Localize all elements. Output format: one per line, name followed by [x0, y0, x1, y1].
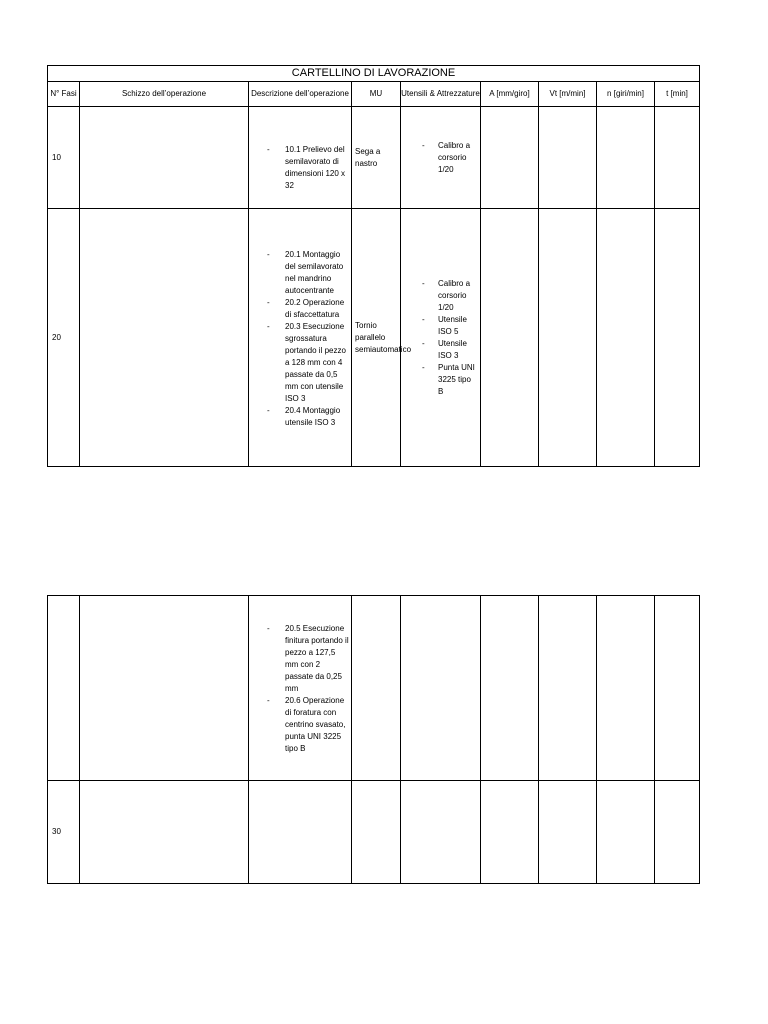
- a-cell: [481, 107, 539, 209]
- table-row: [48, 209, 700, 467]
- n-cell: [597, 596, 655, 781]
- table-row: [48, 596, 700, 781]
- fase-cell: 20: [48, 209, 80, 467]
- list-item: - 20.6 Operazione di foratura con centrino svasato, punta UNI 3225 tipo B: [249, 695, 351, 755]
- header-fasi: N° Fasi: [48, 82, 80, 107]
- list-item: - 20.1 Montaggio del semilavorato nel mandrino autocentrante: [249, 249, 351, 297]
- mu-cell: [352, 209, 412, 467]
- vt-cell: [539, 781, 597, 884]
- mu-cell: [352, 781, 401, 884]
- header-n: n [giri/min]: [597, 82, 655, 107]
- list-item: - 20.5 Esecuzione finitura portando il pezzo a 127,5 mm con 2 passate da 0,25 mm: [249, 623, 351, 695]
- fase-cell: 10: [48, 107, 80, 209]
- t-cell: [655, 107, 700, 209]
- list-item: - Calibro a corsorio 1/20: [401, 140, 480, 176]
- vt-cell: [539, 209, 597, 467]
- descrizione-cell: [249, 209, 352, 467]
- list-item: - 20.3 Esecuzione sgrossatura portando il pezzo a 128 mm con 4 passate da 0,5 mm con utensile ISO 3: [249, 321, 351, 405]
- a-cell: [481, 596, 539, 781]
- n-cell: [597, 209, 655, 467]
- list-item: - 10.1 Prelievo del semilavorato di dimensioni 120 x 32: [249, 144, 351, 192]
- vt-cell: [539, 596, 597, 781]
- vt-cell: [539, 107, 597, 209]
- descrizione-cell: [249, 781, 352, 884]
- mu-label: Sega a nastro: [355, 146, 381, 168]
- fase-cell: [48, 596, 80, 781]
- schizzo-cell: [80, 209, 249, 467]
- table-row: [48, 107, 700, 209]
- list-item: - Utensile ISO 3: [401, 338, 480, 362]
- header-vt: Vt [m/min]: [539, 82, 597, 107]
- a-cell: [481, 209, 539, 467]
- mu-label: Tornio parallelo semiautomatico: [355, 320, 412, 354]
- header-descrizione: Descrizione dell’operazione: [249, 82, 352, 107]
- header-schizzo: Schizzo dell’operazione: [80, 82, 249, 107]
- utensili-cell: [401, 596, 481, 781]
- utensili-cell: [401, 107, 481, 209]
- fase-cell: 30: [48, 781, 80, 884]
- work-card-table: [47, 65, 700, 467]
- list-item: - Utensile ISO 5: [401, 314, 480, 338]
- t-cell: [655, 781, 700, 884]
- n-cell: [597, 107, 655, 209]
- table-row: [48, 781, 700, 884]
- descrizione-cell: [249, 107, 352, 209]
- n-cell: [597, 781, 655, 884]
- utensili-cell: [401, 781, 481, 884]
- mu-cell: [352, 107, 401, 209]
- schizzo-cell: [80, 596, 249, 781]
- card-title: CARTELLINO DI LAVORAZIONE: [48, 66, 700, 82]
- utensili-cell: [401, 209, 481, 467]
- list-item: - 20.4 Montaggio utensile ISO 3: [249, 405, 351, 429]
- header-mu: MU: [352, 82, 401, 107]
- schizzo-cell: [80, 107, 249, 209]
- t-cell: [655, 596, 700, 781]
- header-a: A [mm/giro]: [481, 82, 539, 107]
- schizzo-cell: [80, 781, 249, 884]
- list-item: - Punta UNI 3225 tipo B: [401, 362, 480, 398]
- header-t: t [min]: [655, 82, 700, 107]
- a-cell: [481, 781, 539, 884]
- mu-cell: [352, 596, 401, 781]
- descrizione-cell: [249, 596, 352, 781]
- list-item: - Calibro a corsorio 1/20: [401, 278, 480, 314]
- work-card-continuation-table: [47, 595, 700, 884]
- header-utensili: Utensili & Attrezzature: [401, 82, 481, 107]
- t-cell: [655, 209, 700, 467]
- list-item: - 20.2 Operazione di sfaccettatura: [249, 297, 351, 321]
